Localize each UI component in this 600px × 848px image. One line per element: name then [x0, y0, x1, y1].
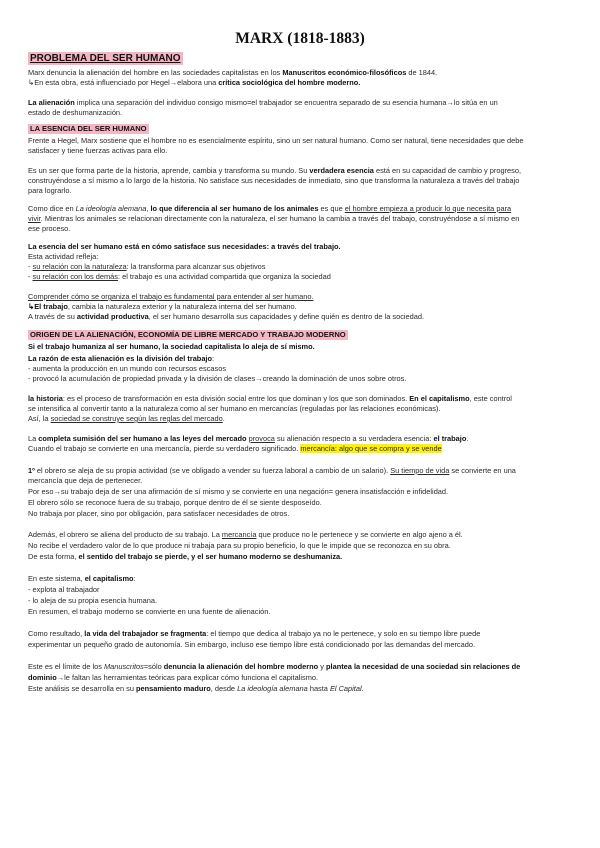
text-line: para lograrlo.	[28, 186, 72, 195]
text-line: mercancía que deja de pertenecer.	[28, 476, 143, 485]
heading-esencia: LA ESENCIA DEL SER HUMANO	[30, 124, 147, 133]
text-line: se intensifica al convertir tanto a la naturaleza como al ser humano en mercancías (reguladas por las relaciones económicas).	[28, 404, 441, 413]
text-line: la historia: es el proceso de transformación en esta división social entre los que dominan y los que son dominados. En el capitalismo, este control	[28, 394, 512, 403]
text-line: A través de su actividad productiva, el ser humano desarrolla sus capacidades y define quién es dentro de la sociedad.	[28, 312, 425, 321]
text-line: ese proceso.	[28, 224, 71, 233]
text-line: No recibe el verdadero valor de lo que produce ni trabaja para su propio beneficio, lo que le impide que se reconozca en su obra.	[28, 541, 451, 550]
text-line: La esencia del ser humano está en cómo satisface sus necesidades: a través del trabajo.	[28, 242, 341, 251]
text-line: construyéndose a sí mismo a lo largo de la historia. No satisface sus necesidades de inmediato, sino que transforma la naturaleza a través del trabajo	[28, 176, 520, 185]
text-line: De esta forma, el sentido del trabajo se pierde, y el ser humano moderno se deshumaniza.	[28, 552, 343, 561]
text-line: En este sistema, el capitalismo:	[28, 574, 136, 583]
text-line: Así, la sociedad se construye según las reglas del mercado.	[28, 414, 225, 423]
text-line: experimentar un pequeño grado de autonomía. Sin embargo, incluso ese tiempo libre está condicionado por las demandas del mercado.	[28, 640, 476, 649]
text-line: estado de deshumanización.	[28, 108, 123, 117]
list-item: - explota al trabajador	[28, 585, 100, 594]
list-item: - su relación con los demás: el trabajo es una actividad compartida que organiza la sociedad	[28, 272, 331, 281]
text-line: Comprender cómo se organiza el trabajo es fundamental para entender al ser humano.	[28, 292, 314, 301]
text-line: Marx denuncia la alienación del hombre en las sociedades capitalistas en los Manuscritos económico-filosóficos de 1844.	[28, 68, 438, 77]
text-line: Este análisis se desarrolla en su pensamiento maduro, desde La ideología alemana hasta El Capital.	[28, 684, 364, 693]
text-line: Como dice en La ideología alemana, lo que diferencia al ser humano de los animales es que el hombre empieza a producir lo que necesita para	[28, 204, 512, 213]
text-line: ↳El trabajo, cambia la naturaleza exterior y la naturaleza interna del ser humano.	[28, 302, 297, 311]
text-line: ↳En esta obra, está influenciado por Hegel→elabora una crítica sociológica del hombre moderno.	[28, 78, 361, 87]
text-line: Por eso→su trabajo deja de ser una afirmación de sí mismo y se convierte en una negación= genera insatisfacción e infidelidad.	[28, 487, 449, 496]
text-line: Como resultado, la vida del trabajador se fragmenta: el tiempo que dedica al trabajo ya no le pertenece, y solo en su tiempo libre puede	[28, 629, 481, 638]
heading-problema: PROBLEMA DEL SER HUMANO	[30, 53, 181, 64]
text-line: Esta actividad refleja:	[28, 252, 99, 261]
text-line: El obrero sólo se reconoce fuera de su trabajo, porque dentro de él se siente desposeído.	[28, 498, 322, 507]
text-line: dominio→le faltan las herramientas teóricas para explicar cómo funciona el capitalismo.	[28, 673, 319, 682]
text-line: Si el trabajo humaniza al ser humano, la sociedad capitalista lo aleja de sí mismo.	[28, 342, 315, 351]
text-line: 1º el obrero se aleja de su propia actividad (se ve obligado a vender su fuerza laboral a cambio de un salario). Su tiempo de vida se convierte en una	[28, 466, 516, 475]
text-line: En resumen, el trabajo moderno se convierte en una fuente de alienación.	[28, 607, 271, 616]
text-line: satisfacer y tiene fuerzas activas para ello.	[28, 146, 168, 155]
highlight-definition: mercancía: algo que se compra y se vende	[300, 444, 442, 453]
text-line: Cuando el trabajo se convierte en una mercancía, pierde su verdadero significado. mercancía: algo que se compra y se vende	[28, 444, 442, 453]
list-item: - su relación con la naturaleza: la transforma para alcanzar sus objetivos	[28, 262, 266, 271]
text-line: Además, el obrero se aliena del producto de su trabajo. La mercancía que produce no le pertenece y se convierte en algo ajeno a él.	[28, 530, 463, 539]
list-item: - provocó la acumulación de propiedad privada y la división de clases→creando la dominación de unos sobre otros.	[28, 374, 407, 383]
list-item: - lo aleja de su propia esencia humana.	[28, 596, 158, 605]
text-line: La completa sumisión del ser humano a las leyes del mercado provoca su alienación respecto a su verdadera esencia: el trabajo.	[28, 434, 469, 443]
list-item: - aumenta la producción en un mundo con recursos escasos	[28, 364, 227, 373]
page-title: MARX (1818-1883)	[235, 30, 365, 47]
text-line: La razón de esta alienación es la división del trabajo:	[28, 354, 215, 363]
text-line: Este es el límite de los Manuscritos=sólo denuncia la alienación del hombre moderno y plantea la necesidad de una sociedad sin relaciones de	[28, 662, 521, 671]
text-line: Frente a Hegel, Marx sostiene que el hombre no es esencialmente espíritu, sino un ser natural humano. Como ser natural, tiene necesidades que debe	[28, 136, 524, 145]
heading-origen: ORIGEN DE LA ALIENACIÓN, ECONOMÍA DE LIBRE MERCADO Y TRABAJO MODERNO	[30, 330, 346, 339]
text-line: La alienación implica una separación del individuo consigo mismo=el trabajador se encuentra separado de su esencia humana→lo sitúa en un	[28, 98, 498, 107]
text-line: Es un ser que forma parte de la historia, aprende, cambia y transforma su mundo. Su verdadera esencia está en su capacidad de cambio y progreso,	[28, 166, 522, 175]
text-line: vivir. Mientras los animales se relacionan directamente con la naturaleza, el ser humano la cambia a través del trabajo, construyéndose a sí mismo en	[28, 214, 520, 223]
text-line: No trabaja por placer, sino por obligación, para satisfacer necesidades de otros.	[28, 509, 290, 518]
